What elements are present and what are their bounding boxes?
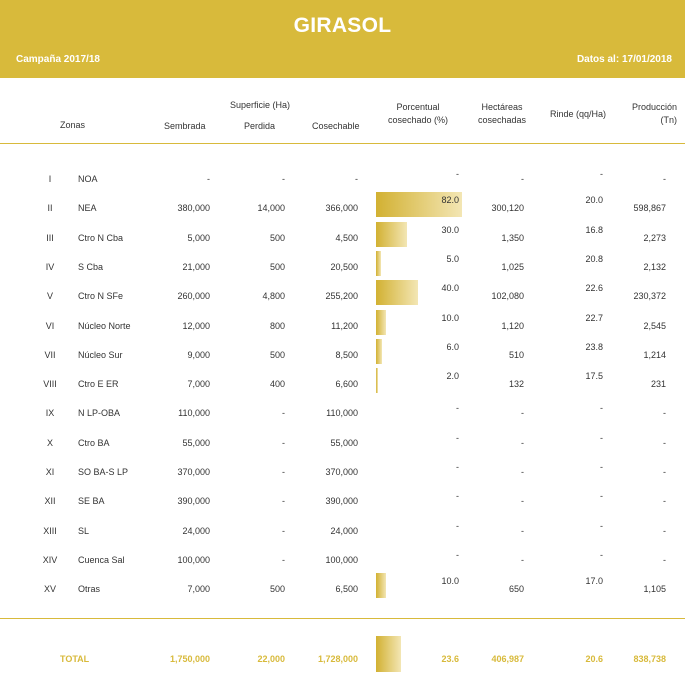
row-sembrada: 21,000 — [182, 262, 210, 272]
row-produccion: - — [663, 174, 666, 184]
row-zona: SL — [78, 526, 90, 536]
row-produccion: - — [663, 496, 666, 506]
row-hectareas: 300,120 — [491, 203, 524, 213]
row-hectareas: - — [521, 467, 524, 477]
row-pct: 6.0 — [446, 342, 459, 352]
row-perdida: - — [282, 526, 285, 536]
row-sembrada: 100,000 — [177, 555, 210, 565]
row-zona: Ctro E ER — [78, 379, 119, 389]
row-number: X — [46, 438, 53, 448]
row-hectareas: 1,120 — [501, 321, 524, 331]
row-pct: - — [456, 462, 459, 472]
row-rinde: - — [600, 169, 603, 179]
total-sembrada: 1,750,000 — [169, 654, 210, 664]
row-pct: 10.0 — [441, 313, 459, 323]
row-zona: NOA — [78, 174, 98, 184]
row-rinde: 22.7 — [585, 313, 603, 323]
row-cosechable: 20,500 — [330, 262, 358, 272]
total-label: TOTAL — [60, 654, 90, 664]
row-pct: - — [456, 550, 459, 560]
total-divider — [0, 618, 685, 619]
row-perdida: - — [282, 408, 285, 418]
row-perdida: 500 — [269, 262, 285, 272]
row-hectareas: 1,025 — [501, 262, 524, 272]
row-perdida: - — [282, 438, 285, 448]
col-rinde: Rinde (qq/Ha) — [549, 109, 607, 119]
row-sembrada: - — [207, 174, 210, 184]
total-pct: 23.6 — [441, 654, 459, 664]
row-rinde: 17.5 — [585, 371, 603, 381]
row-sembrada: 260,000 — [177, 291, 210, 301]
row-sembrada: 9,000 — [187, 350, 210, 360]
row-zona: Ctro BA — [78, 438, 110, 448]
col-sembrada: Sembrada — [164, 121, 206, 131]
row-hectareas: 650 — [508, 584, 524, 594]
row-hectareas: - — [521, 496, 524, 506]
row-pct: - — [456, 521, 459, 531]
row-rinde: - — [600, 403, 603, 413]
row-perdida: - — [282, 174, 285, 184]
row-zona: SO BA-S LP — [78, 467, 129, 477]
row-rinde: 17.0 — [585, 576, 603, 586]
row-produccion: 2,273 — [643, 233, 666, 243]
row-perdida: 14,000 — [257, 203, 285, 213]
col-produccion-line2: (Tn) — [660, 115, 677, 125]
row-cosechable: 4,500 — [335, 233, 358, 243]
row-number: VII — [44, 350, 56, 360]
row-hectareas: 510 — [508, 350, 524, 360]
total-rinde: 20.6 — [585, 654, 603, 664]
row-produccion: 598,867 — [633, 203, 666, 213]
row-zona: S Cba — [78, 262, 104, 272]
row-number: XIV — [42, 555, 58, 565]
row-zona: Núcleo Norte — [78, 321, 131, 331]
col-hectareas-line2: cosechadas — [477, 115, 527, 125]
col-produccion-line1: Producción — [631, 102, 677, 112]
row-produccion: 1,214 — [643, 350, 666, 360]
row-perdida: - — [282, 555, 285, 565]
row-rinde: 20.0 — [585, 195, 603, 205]
row-sembrada: 390,000 — [177, 496, 210, 506]
row-pct: 2.0 — [446, 371, 459, 381]
row-sembrada: 7,000 — [187, 379, 210, 389]
row-cosechable: 390,000 — [325, 496, 358, 506]
row-produccion: 231 — [650, 379, 666, 389]
row-zona: SE BA — [78, 496, 105, 506]
row-cosechable: 55,000 — [330, 438, 358, 448]
pct-bar — [376, 251, 381, 276]
row-number: XV — [43, 584, 56, 594]
row-number: III — [46, 233, 54, 243]
row-cosechable: 6,600 — [335, 379, 358, 389]
col-zonas: Zonas — [60, 120, 86, 130]
row-produccion: 2,132 — [643, 262, 666, 272]
total-perdida: 22,000 — [257, 654, 285, 664]
row-sembrada: 12,000 — [182, 321, 210, 331]
date-label: Datos al: 17/01/2018 — [576, 54, 672, 65]
row-sembrada: 7,000 — [187, 584, 210, 594]
row-rinde: 20.8 — [585, 254, 603, 264]
row-cosechable: 110,000 — [326, 408, 358, 418]
row-zona: Ctro N SFe — [78, 291, 124, 301]
row-hectareas: - — [521, 408, 524, 418]
row-cosechable: 11,200 — [331, 321, 358, 331]
row-rinde: 16.8 — [585, 225, 603, 235]
row-cosechable: 100,000 — [325, 555, 358, 565]
row-rinde: - — [600, 491, 603, 501]
row-number: IV — [45, 262, 55, 272]
pct-bar — [376, 222, 407, 247]
row-pct: - — [456, 169, 459, 179]
row-perdida: - — [282, 496, 285, 506]
col-porcentual-line1: Porcentual — [396, 102, 440, 112]
row-produccion: - — [663, 438, 666, 448]
row-zona: NEA — [78, 203, 97, 213]
row-rinde: 23.8 — [585, 342, 603, 352]
row-hectareas: - — [521, 526, 524, 536]
row-perdida: 500 — [269, 350, 285, 360]
row-number: XIII — [43, 526, 57, 536]
row-sembrada: 380,000 — [177, 203, 210, 213]
row-perdida: 400 — [269, 379, 285, 389]
row-cosechable: 255,200 — [325, 291, 358, 301]
row-sembrada: 110,000 — [178, 408, 210, 418]
row-number: VI — [45, 321, 55, 331]
row-perdida: - — [282, 467, 285, 477]
row-zona: Otras — [78, 584, 101, 594]
row-cosechable: - — [355, 174, 358, 184]
row-hectareas: 1,350 — [501, 233, 524, 243]
pct-bar — [376, 339, 382, 364]
row-pct: 40.0 — [441, 283, 459, 293]
row-rinde: - — [600, 462, 603, 472]
row-perdida: 4,800 — [262, 291, 285, 301]
row-zona: N LP-OBA — [78, 408, 121, 418]
pct-bar — [376, 573, 386, 598]
row-sembrada: 55,000 — [182, 438, 210, 448]
col-porcentual-line2: cosechado (%) — [387, 115, 449, 125]
header-divider — [0, 143, 685, 144]
row-number: V — [46, 291, 53, 301]
row-zona: Núcleo Sur — [78, 350, 123, 360]
page-title: GIRASOL — [293, 14, 392, 37]
row-hectareas: - — [521, 174, 524, 184]
row-produccion: 230,372 — [633, 291, 666, 301]
row-sembrada: 370,000 — [177, 467, 210, 477]
row-number: XII — [44, 496, 56, 506]
row-number: XI — [45, 467, 55, 477]
row-produccion: - — [663, 408, 666, 418]
row-produccion: 1,105 — [643, 584, 666, 594]
row-produccion: - — [663, 467, 666, 477]
row-number: II — [47, 203, 53, 213]
row-pct: 10.0 — [441, 576, 459, 586]
row-pct: - — [456, 433, 459, 443]
row-perdida: 500 — [269, 233, 285, 243]
col-hectareas-line1: Hectáreas — [481, 102, 523, 112]
row-zona: Cuenca Sal — [78, 555, 125, 565]
row-number: VIII — [43, 379, 57, 389]
total-hectareas: 406,987 — [491, 654, 524, 664]
row-number: I — [48, 174, 52, 184]
col-perdida: Perdida — [244, 121, 276, 131]
row-sembrada: 24,000 — [182, 526, 210, 536]
row-produccion: 2,545 — [643, 321, 666, 331]
row-hectareas: 102,080 — [491, 291, 524, 301]
campaign-label: Campaña 2017/18 — [16, 54, 100, 65]
row-produccion: - — [663, 555, 666, 565]
row-pct: 30.0 — [441, 225, 459, 235]
row-hectareas: - — [521, 555, 524, 565]
total-cosechable: 1,728,000 — [317, 654, 358, 664]
row-pct: - — [456, 403, 459, 413]
row-hectareas: - — [521, 438, 524, 448]
row-cosechable: 24,000 — [330, 526, 358, 536]
row-hectareas: 132 — [508, 379, 524, 389]
row-cosechable: 8,500 — [335, 350, 358, 360]
row-number: IX — [45, 408, 55, 418]
row-produccion: - — [663, 526, 666, 536]
row-pct: 82.0 — [441, 195, 459, 205]
row-rinde: - — [600, 521, 603, 531]
row-pct: - — [456, 491, 459, 501]
row-zona: Ctro N Cba — [78, 233, 124, 243]
row-rinde: 22.6 — [585, 283, 603, 293]
row-cosechable: 366,000 — [325, 203, 358, 213]
row-cosechable: 6,500 — [335, 584, 358, 594]
pct-bar — [376, 310, 386, 335]
row-perdida: 500 — [269, 584, 285, 594]
pct-bar — [376, 280, 418, 305]
col-cosechable: Cosechable — [312, 121, 360, 131]
total-produccion: 838,738 — [633, 654, 666, 664]
header-banner — [0, 0, 685, 78]
col-superficie: Superficie (Ha) — [229, 100, 291, 110]
row-rinde: - — [600, 550, 603, 560]
row-pct: 5.0 — [446, 254, 459, 264]
row-cosechable: 370,000 — [325, 467, 358, 477]
pct-bar — [376, 368, 378, 393]
row-sembrada: 5,000 — [187, 233, 210, 243]
total-pct-bar — [376, 636, 401, 672]
row-rinde: - — [600, 433, 603, 443]
row-perdida: 800 — [269, 321, 285, 331]
